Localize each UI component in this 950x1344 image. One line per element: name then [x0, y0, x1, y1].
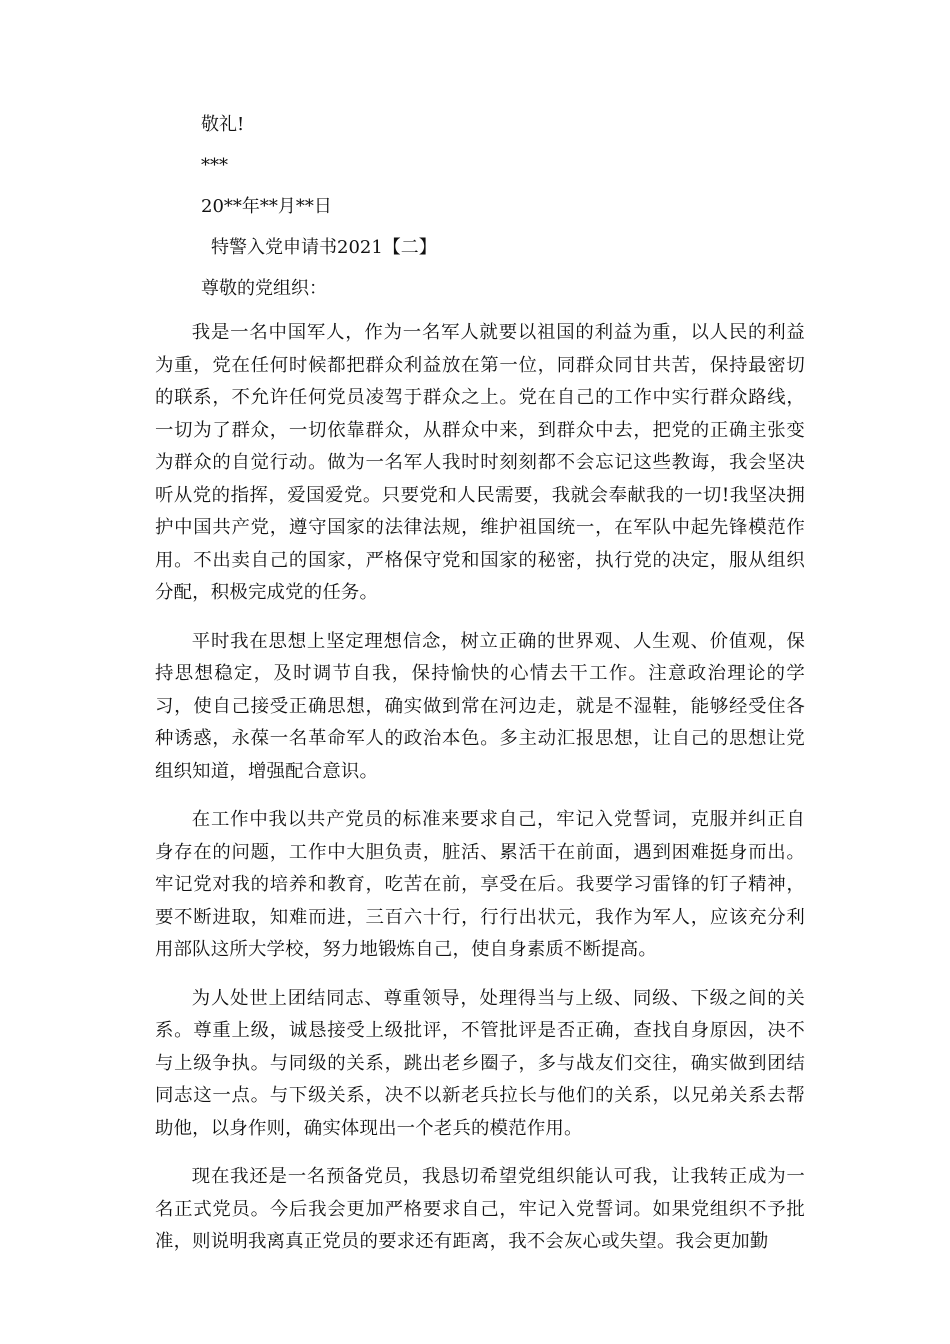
salutation: 尊敬的党组织：	[201, 278, 327, 299]
paragraph-4: 为人处世上团结同志、尊重领导，处理得当与上级、同级、下级之间的关系。尊重上级，诚恳接受上级批评，不管批评是否正确，查找自身原因，决不与上级争执。与同级的关系，跳出老乡圈子，多与战友们交往，确实做到团结同志这一点。与下级关系，决不以新老兵拉长与他们的关系，以兄弟关系去帮助他，以身作则，确实体现出一个老兵的模范作用。	[155, 987, 805, 1139]
paragraph-1: 我是一名中国军人，作为一名军人就要以祖国的利益为重，以人民的利益为重，党在任何时候都把群众利益放在第一位，同群众同甘共苦，保持最密切的联系，不允许任何党员凌驾于群众之上。党在自己的工作中实行群众路线，一切为了群众，一切依靠群众，从群众中来，到群众中去，把党的正确主张变为群众的自觉行动。做为一名军人我时时刻刻都不会忘记这些教诲，我会坚决听从党的指挥，爱国爱党。只要党和人民需要，我就会奉献我的一切!我坚决拥护中国共产党，遵守国家的法律法规，维护祖国统一，在军队中起先锋模范作用。不出卖自己的国家，严格保守党和国家的秘密，执行党的决定，服从组织分配，积极完成党的任务。	[155, 322, 805, 603]
document-body	[155, 112, 805, 1275]
paragraph-3: 在工作中我以共产党员的标准来要求自己，牢记入党誓词，克服并纠正自身存在的问题，工作中大胆负责，脏活、累活干在前面，遇到困难挺身而出。牢记党对我的培养和教育，吃苦在前，享受在后。我要学习雷锋的钉子精神，要不断进取，知难而进，三百六十行，行行出状元，我作为军人，应该充分利用部队这所大学校，努力地锻炼自己，使自身素质不断提高。	[155, 809, 805, 960]
signature-line: ***	[201, 155, 228, 176]
date-line: 20**年**月**日	[201, 196, 332, 217]
paragraph-5: 现在我还是一名预备党员，我恳切希望党组织能认可我，让我转正成为一名正式党员。今后我会更加严格要求自己，牢记入党誓词。如果党组织不予批准，则说明我离真正党员的要求还有距离，我不会灰心或失望。我会更加勤	[155, 1166, 805, 1252]
paragraph-2: 平时我在思想上坚定理想信念，树立正确的世界观、人生观、价值观，保持思想稳定，及时调节自我，保持愉快的心情去干工作。注意政治理论的学习，使自己接受正确思想，确实做到常在河边走，就是不湿鞋，能够经受住各种诱惑，永葆一名革命军人的政治本色。多主动汇报思想，让自己的思想让党组织知道，增强配合意识。	[155, 630, 805, 782]
section-title: 特警入党申请书2021【二】	[211, 237, 437, 258]
closing-line: 敬礼!	[201, 114, 245, 135]
